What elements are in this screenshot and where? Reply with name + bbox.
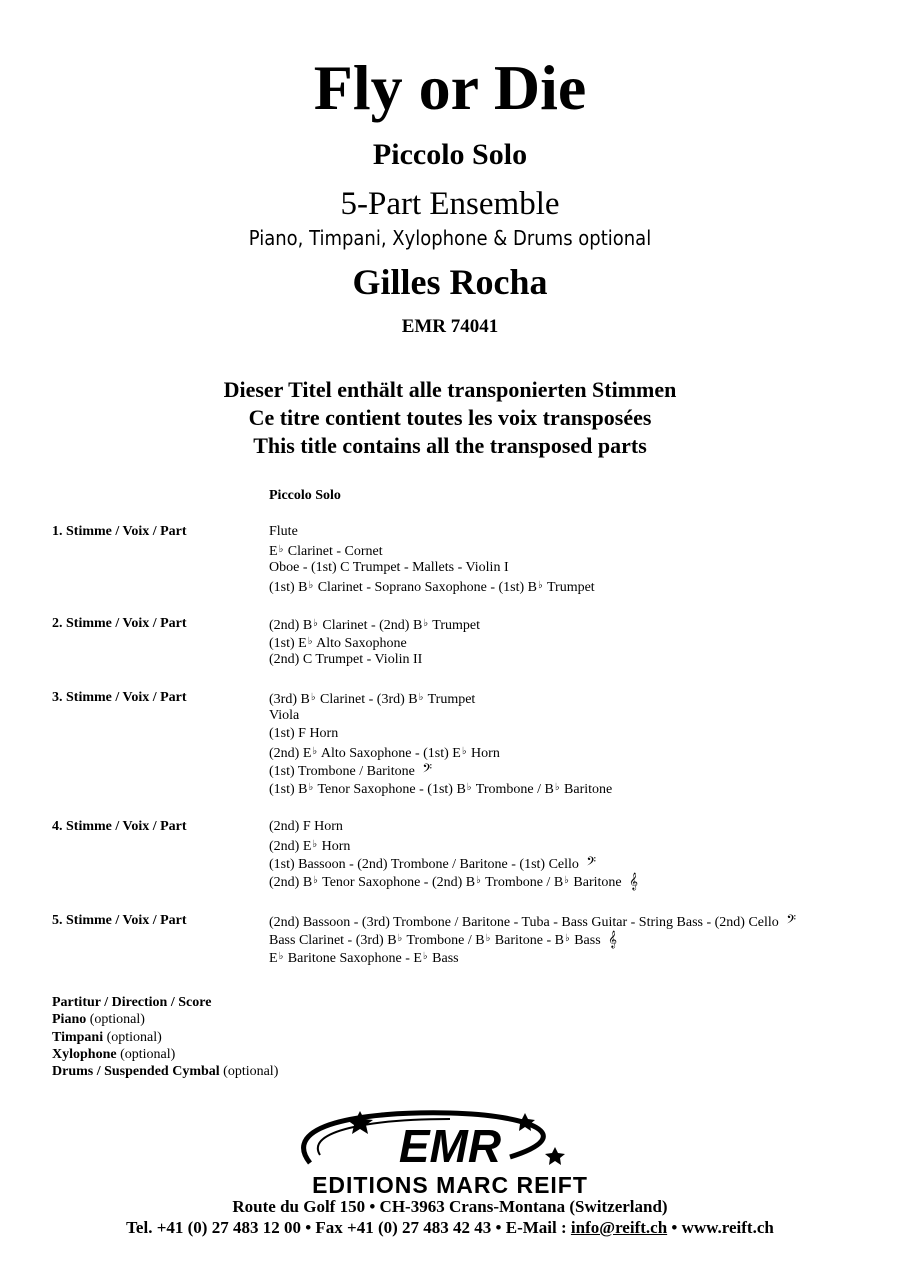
flat-icon: ♭	[554, 782, 560, 793]
flat-icon: ♭	[476, 875, 481, 886]
instrument-line: Viola	[269, 708, 300, 723]
optional-instruments: Piano, Timpani, Xylophone & Drums optional	[248, 226, 652, 250]
contact-phone-fax: Tel. +41 (0) 27 483 12 00 • Fax +41 (0) 27 483 42 43 • E-Mail :	[126, 1218, 571, 1237]
flat-icon: ♭	[307, 636, 313, 647]
optional-note: (optional)	[106, 1029, 162, 1045]
instrument-line: (2nd) E♭ Alto Saxophone - (1st) E♭ Horn	[269, 746, 500, 761]
instrument-line: (2nd) Bassoon - (3rd) Trombone / Baritone - Tuba - Bass Guitar - String Bass - (2nd) Cello 𝄢	[269, 912, 796, 930]
flat-icon: ♭	[538, 580, 543, 591]
emr-logo	[210, 1105, 690, 1173]
flat-icon: ♭	[423, 618, 429, 629]
flat-icon: ♭	[310, 692, 316, 703]
flat-icon: ♭	[312, 839, 318, 850]
flat-icon: ♭	[308, 782, 314, 793]
instrument-line: E♭ Clarinet - Cornet	[269, 544, 383, 559]
email-link[interactable]: info@reift.ch	[570, 1218, 668, 1237]
instrument-line: (2nd) C Trumpet - Violin II	[269, 652, 423, 667]
part-2-instruments	[269, 615, 480, 669]
flat-icon: ♭	[313, 875, 318, 886]
star-icon	[515, 1113, 535, 1131]
instrument-line: (2nd) B♭ Tenor Saxophone - (2nd) B♭ Trombone / B♭ Baritone 𝄞	[269, 872, 638, 890]
logo-text: EMR	[398, 1120, 502, 1172]
part-1-label: 1. Stimme / Voix / Part	[52, 524, 187, 539]
composer-name: Gilles Rocha	[352, 262, 548, 302]
publisher-address: Route du Golf 150 • CH-3963 Crans-Montana (Switzerland)	[232, 1197, 668, 1216]
flat-icon: ♭	[565, 933, 570, 944]
bass-clef-icon: 𝄢	[786, 912, 796, 930]
transposed-note-de: Dieser Titel enthält alle transponierten Stimmen	[223, 377, 677, 402]
flat-icon: ♭	[308, 580, 314, 591]
instrument-line: Flute	[269, 524, 298, 539]
instrument-line: (1st) B♭ Tenor Saxophone - (1st) B♭ Trombone / B♭ Baritone	[269, 782, 613, 797]
solo-part-label: Piccolo Solo	[269, 488, 341, 503]
publisher-name: EDITIONS MARC REIFT	[312, 1172, 588, 1198]
instrument-line: Oboe - (1st) C Trumpet - Mallets - Violin I	[269, 560, 509, 575]
instrument-line: (1st) Bassoon - (2nd) Trombone / Baritone - (1st) Cello 𝄢	[269, 854, 597, 872]
optional-note: (optional)	[89, 1012, 145, 1028]
flat-icon: ♭	[564, 875, 569, 886]
score-label: Partitur / Direction / Score	[52, 995, 212, 1010]
instrument-line: (2nd) E♭ Horn	[269, 839, 351, 854]
bass-clef-icon: 𝄢	[422, 761, 432, 779]
instrument-line: (2nd) F Horn	[269, 819, 343, 834]
flat-icon: ♭	[422, 951, 428, 962]
transposed-note-en: This title contains all the transposed parts	[253, 433, 647, 458]
timpani-label: Timpani	[52, 1029, 104, 1045]
part-5-instruments	[269, 912, 796, 966]
flat-icon: ♭	[312, 746, 318, 757]
part-1-instruments	[269, 523, 595, 595]
star-icon	[545, 1147, 565, 1165]
website-link[interactable]: • www.reift.ch	[667, 1218, 774, 1237]
instrument-line: (2nd) B♭ Clarinet - (2nd) B♭ Trumpet	[269, 618, 480, 633]
part-4-label: 4. Stimme / Voix / Part	[52, 819, 187, 834]
xylophone-label: Xylophone	[52, 1046, 117, 1062]
part-3-instruments	[269, 689, 612, 797]
instrument-line: (1st) Trombone / Baritone 𝄢	[269, 761, 432, 779]
instrument-line: (3rd) B♭ Clarinet - (3rd) B♭ Trumpet	[269, 692, 476, 707]
bass-clef-icon: 𝄢	[586, 854, 597, 872]
flat-icon: ♭	[278, 951, 284, 962]
part-2-label: 2. Stimme / Voix / Part	[52, 616, 187, 631]
instrument-line: (1st) F Horn	[269, 726, 339, 741]
instrument-line: (1st) E♭ Alto Saxophone	[269, 636, 407, 651]
transposed-note-fr: Ce titre contient toutes les voix transposées	[248, 405, 652, 430]
catalog-number: EMR 74041	[401, 316, 499, 337]
page-title: Fly or Die	[313, 52, 587, 123]
flat-icon: ♭	[466, 782, 472, 793]
flat-icon: ♭	[278, 544, 284, 555]
flat-icon: ♭	[313, 618, 318, 629]
flat-icon: ♭	[461, 746, 467, 757]
ensemble-line: 5-Part Ensemble	[340, 186, 560, 222]
drums-label: Drums / Suspended Cymbal	[52, 1064, 220, 1080]
instrument-line: E♭ Baritone Saxophone - E♭ Bass	[269, 951, 459, 966]
treble-clef-icon: 𝄞	[629, 872, 638, 890]
part-3-label: 3. Stimme / Voix / Part	[52, 690, 187, 705]
treble-clef-icon: 𝄞	[608, 930, 618, 948]
piano-label: Piano	[52, 1012, 87, 1028]
part-4-instruments	[269, 818, 638, 890]
instrument-line: Bass Clarinet - (3rd) B♭ Trombone / B♭ Baritone - B♭ Bass 𝄞	[269, 930, 618, 948]
publisher-contact	[0, 1217, 900, 1239]
flat-icon: ♭	[485, 933, 491, 944]
optional-note: (optional)	[223, 1064, 279, 1080]
additional-parts	[52, 994, 278, 1080]
optional-note: (optional)	[120, 1046, 176, 1062]
flat-icon: ♭	[418, 692, 424, 703]
subtitle: Piccolo Solo	[372, 138, 528, 171]
instrument-line: (1st) B♭ Clarinet - Soprano Saxophone - (1st) B♭ Trumpet	[269, 580, 595, 595]
flat-icon: ♭	[397, 933, 403, 944]
part-5-label: 5. Stimme / Voix / Part	[52, 913, 187, 928]
